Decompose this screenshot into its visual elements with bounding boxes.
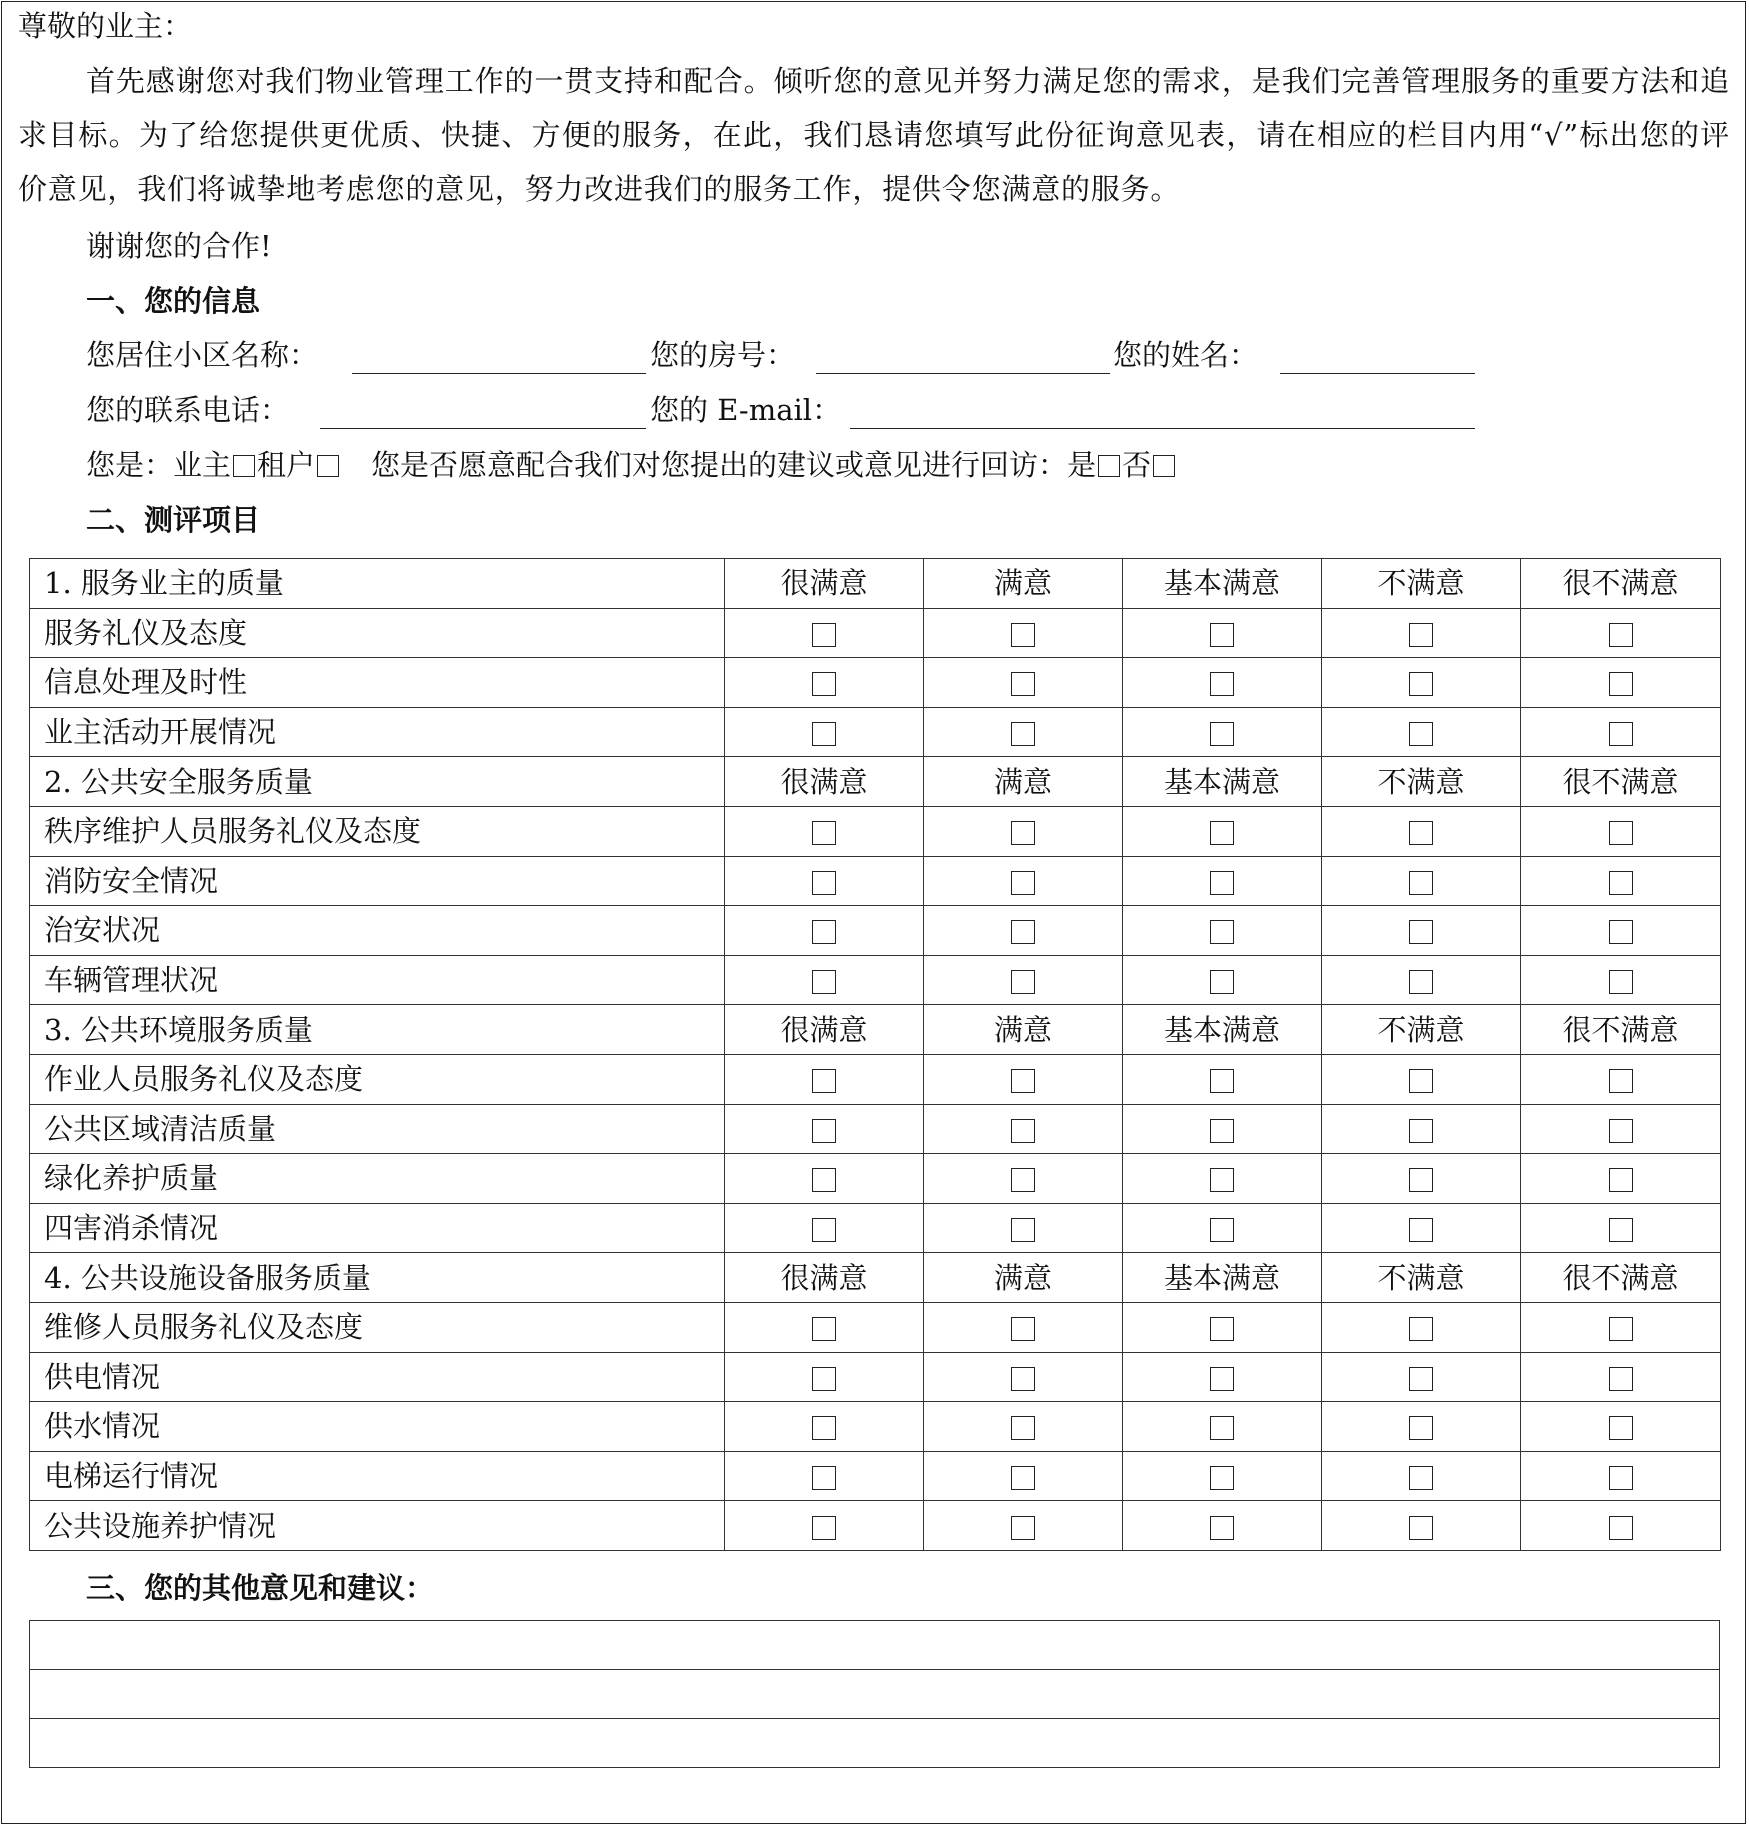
rating-checkbox[interactable]: [1609, 970, 1633, 994]
rating-header: 不满意: [1322, 757, 1521, 807]
survey-item-label: 电梯运行情况: [30, 1451, 725, 1501]
rating-checkbox[interactable]: [1609, 920, 1633, 944]
rating-cell: [1521, 1154, 1721, 1204]
rating-checkbox[interactable]: [1011, 1168, 1035, 1192]
rating-cell: [1322, 906, 1521, 956]
rating-header: 满意: [924, 757, 1123, 807]
section-2-title: 二、测评项目: [86, 503, 261, 537]
rating-cell: [1322, 1154, 1521, 1204]
rating-checkbox[interactable]: [812, 722, 836, 746]
survey-item-label: 消防安全情况: [30, 856, 725, 906]
rating-checkbox[interactable]: [1609, 1168, 1633, 1192]
rating-cell: [1521, 906, 1721, 956]
rating-cell: [924, 1501, 1123, 1551]
rating-cell: [924, 1104, 1123, 1154]
rating-checkbox[interactable]: [1011, 1466, 1035, 1490]
rating-checkbox[interactable]: [812, 672, 836, 696]
rating-header: 不满意: [1322, 1005, 1521, 1055]
rating-cell: [725, 608, 924, 658]
rating-cell: [924, 1451, 1123, 1501]
rating-cell: [725, 806, 924, 856]
rating-header: 基本满意: [1123, 757, 1322, 807]
rating-cell: [725, 1054, 924, 1104]
rating-cell: [725, 1154, 924, 1204]
rating-checkbox[interactable]: [1210, 1069, 1234, 1093]
rating-checkbox[interactable]: [812, 1367, 836, 1391]
section-1-title: 一、您的信息: [86, 284, 261, 318]
rating-cell: [1322, 1054, 1521, 1104]
rating-cell: [1123, 806, 1322, 856]
rating-cell: [725, 856, 924, 906]
rating-cell: [725, 707, 924, 757]
rating-cell: [725, 1451, 924, 1501]
rating-checkbox[interactable]: [1409, 821, 1433, 845]
rating-cell: [924, 1302, 1123, 1352]
group-header-row: [30, 757, 1721, 807]
survey-item-row: [30, 658, 1721, 708]
comment-line-2[interactable]: [30, 1670, 1720, 1719]
rating-cell: [1123, 1451, 1322, 1501]
rating-checkbox[interactable]: [1011, 722, 1035, 746]
rating-header: 很满意: [725, 1005, 924, 1055]
rating-checkbox[interactable]: [1409, 920, 1433, 944]
rating-checkbox[interactable]: [1609, 1069, 1633, 1093]
rating-cell: [725, 1302, 924, 1352]
survey-item-label: 公共区域清洁质量: [30, 1104, 725, 1154]
survey-item-row: [30, 1451, 1721, 1501]
rating-checkbox[interactable]: [1210, 722, 1234, 746]
survey-item-label: 服务礼仪及态度: [30, 608, 725, 658]
rating-cell: [1123, 1402, 1322, 1452]
survey-item-row: [30, 1402, 1721, 1452]
survey-item-row: [30, 1352, 1721, 1402]
rating-checkbox[interactable]: [1210, 1168, 1234, 1192]
rating-cell: [924, 1154, 1123, 1204]
rating-checkbox[interactable]: [1011, 1416, 1035, 1440]
rating-cell: [1521, 658, 1721, 708]
survey-item-label: 公共设施养护情况: [30, 1501, 725, 1551]
survey-item-row: [30, 955, 1721, 1005]
rating-cell: [924, 608, 1123, 658]
rating-cell: [1521, 1302, 1721, 1352]
rating-cell: [1123, 1104, 1322, 1154]
rating-checkbox[interactable]: [1210, 1317, 1234, 1341]
rating-checkbox[interactable]: [812, 1466, 836, 1490]
rating-checkbox[interactable]: [1210, 1367, 1234, 1391]
rating-checkbox[interactable]: [1011, 1069, 1035, 1093]
rating-cell: [1322, 1402, 1521, 1452]
rating-cell: [1521, 1352, 1721, 1402]
group-header-row: [30, 559, 1721, 609]
rating-checkbox[interactable]: [1011, 821, 1035, 845]
rating-header: 不满意: [1322, 1253, 1521, 1303]
rating-cell: [1123, 906, 1322, 956]
survey-item-row: [30, 707, 1721, 757]
name-label: 您的姓名：: [1113, 338, 1259, 372]
email-field[interactable]: [850, 428, 1475, 429]
rating-cell: [924, 658, 1123, 708]
rating-header: 满意: [924, 559, 1123, 609]
owner-checkbox[interactable]: [233, 455, 255, 477]
survey-item-label: 绿化养护质量: [30, 1154, 725, 1204]
rating-cell: [1322, 1203, 1521, 1253]
survey-item-label: 维修人员服务礼仪及态度: [30, 1302, 725, 1352]
group-header: 3. 公共环境服务质量: [30, 1005, 725, 1055]
rating-cell: [1521, 1402, 1721, 1452]
survey-item-row: [30, 1054, 1721, 1104]
group-header: 1. 服务业主的质量: [30, 559, 725, 609]
group-header-row: [30, 1253, 1721, 1303]
rating-checkbox[interactable]: [1609, 1119, 1633, 1143]
rating-checkbox[interactable]: [1011, 1516, 1035, 1540]
rating-cell: [1322, 1501, 1521, 1551]
rating-cell: [1123, 856, 1322, 906]
rating-checkbox[interactable]: [1011, 970, 1035, 994]
survey-item-label: 供水情况: [30, 1402, 725, 1452]
rating-checkbox[interactable]: [1210, 920, 1234, 944]
rating-checkbox[interactable]: [1409, 1168, 1433, 1192]
name-field[interactable]: [1280, 373, 1475, 374]
rating-cell: [725, 1352, 924, 1402]
rating-checkbox[interactable]: [1011, 672, 1035, 696]
identity-row: [86, 445, 1177, 485]
rating-checkbox[interactable]: [812, 1168, 836, 1192]
rating-cell: [1123, 707, 1322, 757]
rating-checkbox[interactable]: [812, 1317, 836, 1341]
phone-field[interactable]: [320, 428, 646, 429]
rating-cell: [924, 1203, 1123, 1253]
rating-cell: [1123, 1203, 1322, 1253]
rating-checkbox[interactable]: [1409, 1516, 1433, 1540]
rating-checkbox[interactable]: [1409, 1317, 1433, 1341]
comment-line-3[interactable]: [30, 1719, 1720, 1768]
rating-checkbox[interactable]: [1609, 821, 1633, 845]
comments-box: [29, 1620, 1720, 1768]
rating-header: 基本满意: [1123, 559, 1322, 609]
rating-header: 基本满意: [1123, 1005, 1322, 1055]
rating-cell: [1521, 707, 1721, 757]
community-label: 您居住小区名称：: [86, 338, 319, 372]
rating-checkbox[interactable]: [812, 1516, 836, 1540]
rating-checkbox[interactable]: [1409, 1416, 1433, 1440]
rating-checkbox[interactable]: [1210, 672, 1234, 696]
rating-cell: [1322, 1451, 1521, 1501]
rating-cell: [725, 1402, 924, 1452]
community-field[interactable]: [352, 373, 646, 374]
rating-checkbox[interactable]: [1011, 1367, 1035, 1391]
rating-cell: [1521, 1104, 1721, 1154]
rating-cell: [1322, 707, 1521, 757]
rating-checkbox[interactable]: [812, 970, 836, 994]
followup-label: 您是否愿意配合我们对您提出的建议或意见进行回访：: [371, 448, 1068, 482]
no-checkbox[interactable]: [1153, 455, 1175, 477]
rating-checkbox[interactable]: [1409, 623, 1433, 647]
rating-cell: [1322, 658, 1521, 708]
survey-item-label: 业主活动开展情况: [30, 707, 725, 757]
survey-item-label: 四害消杀情况: [30, 1203, 725, 1253]
rating-checkbox[interactable]: [812, 1119, 836, 1143]
rating-checkbox[interactable]: [1609, 871, 1633, 895]
rating-checkbox[interactable]: [1609, 1317, 1633, 1341]
rating-cell: [1322, 955, 1521, 1005]
rating-cell: [1322, 856, 1521, 906]
group-header: 4. 公共设施设备服务质量: [30, 1253, 725, 1303]
survey-item-row: [30, 1501, 1721, 1551]
rating-checkbox[interactable]: [1011, 920, 1035, 944]
rating-cell: [1123, 658, 1322, 708]
rating-cell: [1123, 608, 1322, 658]
owner-option-label: 业主: [173, 448, 232, 482]
rating-cell: [1123, 1302, 1322, 1352]
rating-cell: [924, 856, 1123, 906]
rating-cell: [725, 906, 924, 956]
rating-header: 很不满意: [1521, 1005, 1721, 1055]
rating-header: 很不满意: [1521, 559, 1721, 609]
phone-label: 您的联系电话：: [86, 393, 290, 427]
rating-header: 很不满意: [1521, 1253, 1721, 1303]
rating-cell: [1123, 1154, 1322, 1204]
rating-checkbox[interactable]: [1609, 1218, 1633, 1242]
rating-checkbox[interactable]: [812, 1218, 836, 1242]
rating-checkbox[interactable]: [1210, 623, 1234, 647]
rating-cell: [1322, 608, 1521, 658]
survey-item-label: 治安状况: [30, 906, 725, 956]
rating-checkbox[interactable]: [812, 1416, 836, 1440]
rating-cell: [924, 1352, 1123, 1402]
comment-line-1[interactable]: [30, 1621, 1720, 1670]
rating-checkbox[interactable]: [1409, 871, 1433, 895]
rating-cell: [924, 906, 1123, 956]
rating-cell: [924, 1054, 1123, 1104]
rating-cell: [1521, 955, 1721, 1005]
rating-cell: [924, 707, 1123, 757]
survey-table: [29, 558, 1721, 1551]
rating-cell: [725, 1501, 924, 1551]
rating-cell: [924, 1402, 1123, 1452]
rating-checkbox[interactable]: [1609, 623, 1633, 647]
rating-checkbox[interactable]: [812, 821, 836, 845]
rating-header: 很不满意: [1521, 757, 1721, 807]
group-header-row: [30, 1005, 1721, 1055]
thanks-text: 谢谢您的合作!: [86, 229, 272, 263]
rating-cell: [725, 1203, 924, 1253]
section-3-title: 三、您的其他意见和建议：: [86, 1571, 435, 1605]
greeting: 尊敬的业主：: [18, 9, 193, 43]
survey-item-row: [30, 608, 1721, 658]
survey-item-row: [30, 1104, 1721, 1154]
rating-cell: [1521, 1054, 1721, 1104]
intro-paragraph: 首先感谢您对我们物业管理工作的一贯支持和配合。倾听您的意见并努力满足您的需求，是我们完善管理服务的重要方法和追求目标。为了给您提供更优质、快捷、方便的服务，在此，我们恳请您填写此份征询意见表，请在相应的栏目内用“√”标出您的评价意见，我们将诚挚地考虑您的意见，努力改进我们的服务工作，提供令您满意的服务。: [18, 64, 1730, 206]
rating-cell: [924, 806, 1123, 856]
rating-header: 很满意: [725, 559, 924, 609]
survey-item-label: 秩序维护人员服务礼仪及态度: [30, 806, 725, 856]
rating-cell: [1123, 1501, 1322, 1551]
rating-checkbox[interactable]: [1409, 672, 1433, 696]
no-option-label: 否: [1122, 448, 1152, 482]
rating-cell: [1322, 1352, 1521, 1402]
rating-cell: [725, 955, 924, 1005]
rating-checkbox[interactable]: [1210, 871, 1234, 895]
survey-item-label: 作业人员服务礼仪及态度: [30, 1054, 725, 1104]
rating-cell: [725, 1104, 924, 1154]
rating-checkbox[interactable]: [1609, 722, 1633, 746]
tenant-option-label: 租户: [257, 448, 316, 482]
yes-option-label: 是: [1067, 448, 1097, 482]
rating-cell: [1322, 1104, 1521, 1154]
survey-item-label: 信息处理及时性: [30, 658, 725, 708]
rating-checkbox[interactable]: [1011, 871, 1035, 895]
rating-checkbox[interactable]: [1409, 722, 1433, 746]
survey-item-row: [30, 906, 1721, 956]
rating-checkbox[interactable]: [1210, 1119, 1234, 1143]
rating-checkbox[interactable]: [1609, 672, 1633, 696]
rating-cell: [1521, 1501, 1721, 1551]
rating-checkbox[interactable]: [1609, 1516, 1633, 1540]
rating-checkbox[interactable]: [1409, 1218, 1433, 1242]
rating-checkbox[interactable]: [1609, 1367, 1633, 1391]
rating-checkbox[interactable]: [1409, 1069, 1433, 1093]
rating-checkbox[interactable]: [1609, 1416, 1633, 1440]
rating-checkbox[interactable]: [1011, 623, 1035, 647]
rating-checkbox[interactable]: [1011, 1119, 1035, 1143]
rating-checkbox[interactable]: [1210, 1416, 1234, 1440]
rating-cell: [1322, 806, 1521, 856]
rating-checkbox[interactable]: [812, 871, 836, 895]
rating-checkbox[interactable]: [1409, 970, 1433, 994]
rating-checkbox[interactable]: [812, 623, 836, 647]
survey-item-row: [30, 806, 1721, 856]
survey-item-row: [30, 1154, 1721, 1204]
room-field[interactable]: [816, 373, 1110, 374]
survey-item-row: [30, 1203, 1721, 1253]
rating-checkbox[interactable]: [1011, 1317, 1035, 1341]
rating-checkbox[interactable]: [812, 1069, 836, 1093]
rating-header: 不满意: [1322, 559, 1521, 609]
room-label: 您的房号：: [650, 338, 796, 372]
rating-cell: [1521, 1451, 1721, 1501]
email-label: 您的 E-mail：: [650, 393, 842, 427]
rating-cell: [1521, 806, 1721, 856]
rating-header: 很满意: [725, 757, 924, 807]
rating-cell: [1521, 1203, 1721, 1253]
rating-checkbox[interactable]: [1210, 1218, 1234, 1242]
yes-checkbox[interactable]: [1098, 455, 1120, 477]
rating-checkbox[interactable]: [1409, 1119, 1433, 1143]
rating-checkbox[interactable]: [1609, 1466, 1633, 1490]
rating-checkbox[interactable]: [1210, 1466, 1234, 1490]
survey-item-row: [30, 1302, 1721, 1352]
rating-header: 满意: [924, 1253, 1123, 1303]
group-header: 2. 公共安全服务质量: [30, 757, 725, 807]
rating-cell: [1123, 1352, 1322, 1402]
rating-cell: [1123, 955, 1322, 1005]
rating-checkbox[interactable]: [1210, 821, 1234, 845]
rating-cell: [924, 955, 1123, 1005]
rating-checkbox[interactable]: [812, 920, 836, 944]
rating-cell: [1123, 1054, 1322, 1104]
rating-header: 很满意: [725, 1253, 924, 1303]
rating-checkbox[interactable]: [1210, 1516, 1234, 1540]
identity-label: 您是：: [86, 448, 174, 482]
rating-cell: [1322, 1302, 1521, 1352]
rating-cell: [725, 658, 924, 708]
survey-item-label: 供电情况: [30, 1352, 725, 1402]
tenant-checkbox[interactable]: [317, 455, 339, 477]
rating-checkbox[interactable]: [1409, 1466, 1433, 1490]
rating-cell: [1521, 608, 1721, 658]
rating-cell: [1521, 856, 1721, 906]
rating-header: 满意: [924, 1005, 1123, 1055]
rating-checkbox[interactable]: [1011, 1218, 1035, 1242]
rating-header: 基本满意: [1123, 1253, 1322, 1303]
rating-checkbox[interactable]: [1409, 1367, 1433, 1391]
survey-item-label: 车辆管理状况: [30, 955, 725, 1005]
survey-item-row: [30, 856, 1721, 906]
rating-checkbox[interactable]: [1210, 970, 1234, 994]
